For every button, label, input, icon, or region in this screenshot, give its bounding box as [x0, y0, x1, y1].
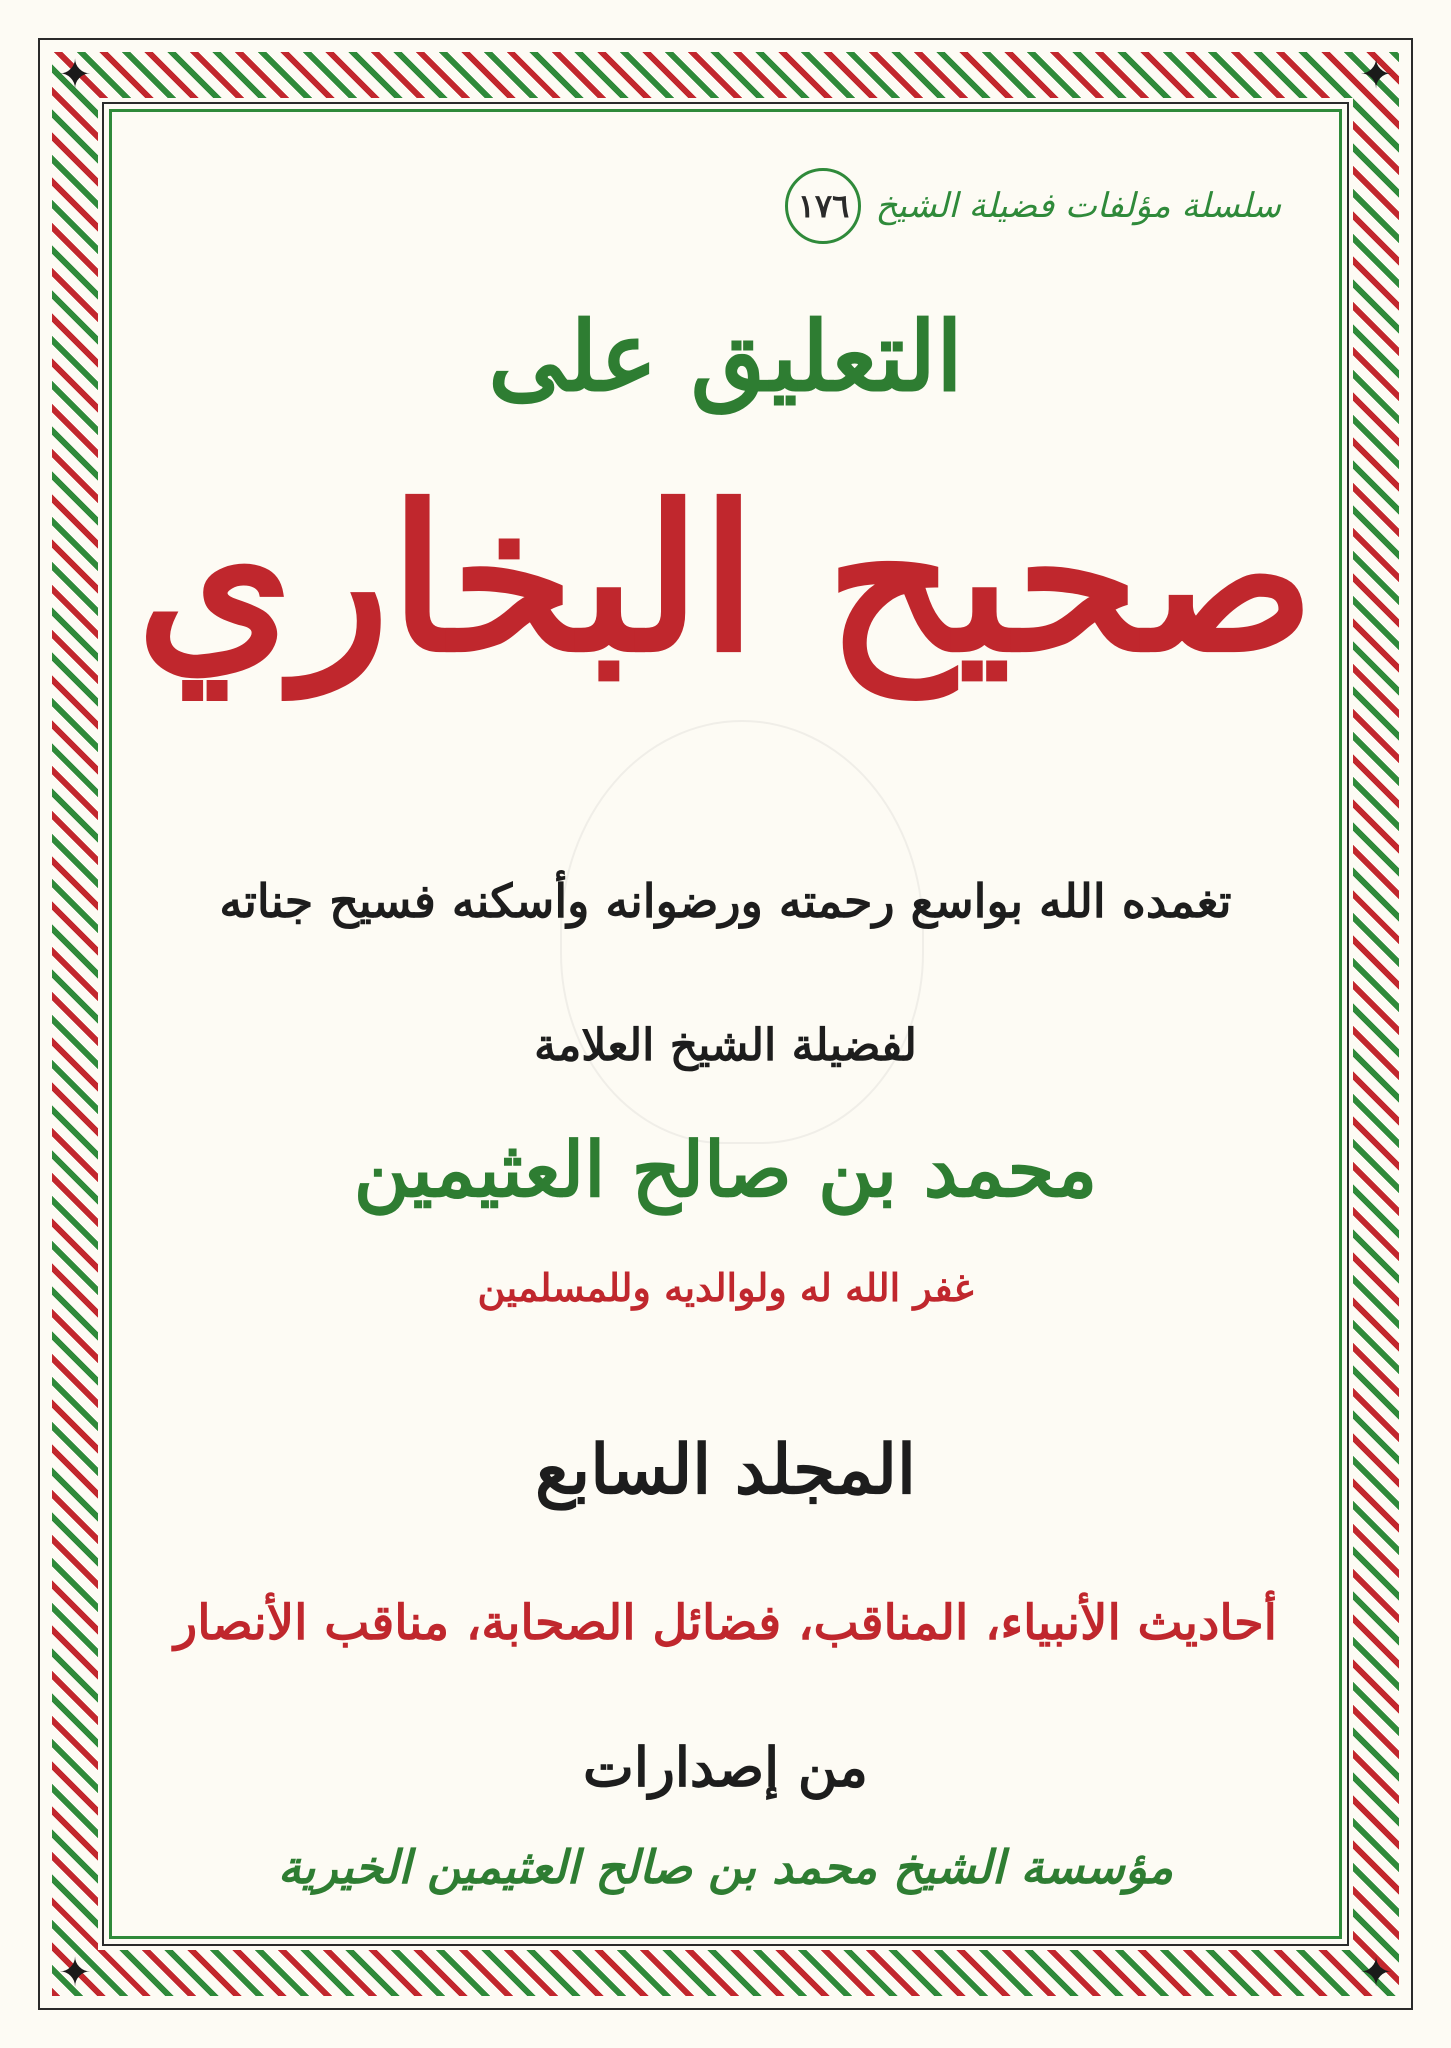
series-number-badge: ١٧٦: [785, 168, 861, 244]
book-title: صحيح البخاري: [136, 462, 1315, 697]
pre-title: التعليق على: [488, 300, 963, 413]
corner-ornament-icon: ✦: [1359, 52, 1393, 98]
title-dua: تغمده الله بواسع رحمته ورضوانه وأسكنه فسيح جناته: [219, 874, 1232, 928]
author-name: محمد بن صالح العثيمين: [353, 1125, 1098, 1214]
series-name: سلسلة مؤلفات فضيلة الشيخ: [875, 186, 1281, 226]
publisher-intro: من إصدارات: [583, 1735, 868, 1799]
author-dua: غفر الله له ولوالديه وللمسلمين: [477, 1265, 974, 1310]
corner-ornament-icon: ✦: [58, 52, 92, 98]
series-label: [785, 168, 1281, 244]
author-honorific: لفضيلة الشيخ العلامة: [534, 1020, 917, 1071]
publisher-name: مؤسسة الشيخ محمد بن صالح العثيمين الخيرية: [277, 1840, 1174, 1894]
volume-topics: أحاديث الأنبياء، المناقب، فضائل الصحابة، مناقب الأنصار: [174, 1595, 1277, 1651]
corner-ornament-icon: ✦: [1359, 1950, 1393, 1996]
volume-label: المجلد السابع: [535, 1430, 916, 1510]
corner-ornament-icon: ✦: [58, 1950, 92, 1996]
